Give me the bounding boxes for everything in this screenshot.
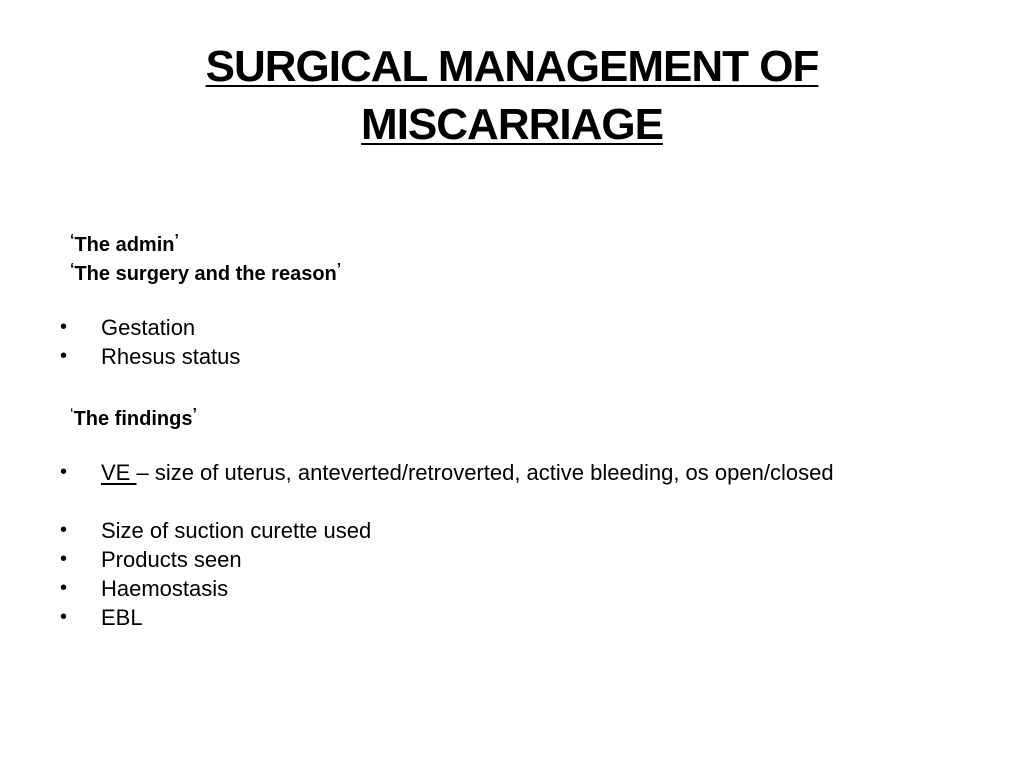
list-item-gestation (60, 313, 960, 342)
section-heading-admin (60, 226, 960, 255)
bullet-icon: • (60, 606, 68, 628)
list-item-text: EBL (101, 605, 143, 630)
section-heading-findings (60, 400, 960, 429)
section-heading-label: The admin (74, 234, 175, 256)
spacer (60, 371, 960, 400)
spacer (60, 487, 960, 516)
spacer (60, 429, 960, 458)
open-quote: ‘ (70, 232, 75, 249)
section-heading-label: The surgery and the reason (74, 263, 337, 285)
bullet-icon: • (60, 345, 68, 367)
list-item-text: Haemostasis (101, 576, 229, 601)
list-item-text: Size of suction curette used (101, 518, 372, 543)
bullet-icon: • (60, 461, 68, 483)
list-item-haemostasis (60, 574, 960, 603)
close-quote: ’ (336, 261, 342, 278)
list-item-rhesus-status (60, 342, 960, 371)
close-quote: ’ (192, 406, 197, 423)
bullet-icon: • (60, 548, 68, 570)
spacer (60, 284, 960, 313)
close-quote: ’ (174, 232, 179, 249)
ve-term: VE (101, 460, 137, 485)
list-item-text: Products seen (101, 547, 242, 572)
open-quote: ‘ (70, 406, 74, 423)
section-heading-surgery (60, 255, 960, 284)
list-item-text: Rhesus status (101, 344, 241, 369)
slide-title (80, 38, 944, 154)
bullet-icon: • (60, 519, 68, 541)
list-item-curette-size (60, 516, 960, 545)
list-item-ebl (60, 603, 960, 632)
list-item-ve (60, 458, 960, 487)
list-item-text: Gestation (101, 315, 196, 340)
ve-description: – size of uterus, anteverted/retroverted, active bleeding, os open/closed (136, 460, 834, 485)
section-heading-label: The findings (73, 408, 193, 430)
open-quote: ‘ (70, 261, 75, 278)
slide-title-text: SURGICAL MANAGEMENT OF MISCARRIAGE (205, 42, 819, 149)
bullet-icon: • (60, 316, 68, 338)
bullet-icon: • (60, 577, 68, 599)
slide-content (60, 226, 960, 632)
list-item-products-seen (60, 545, 960, 574)
